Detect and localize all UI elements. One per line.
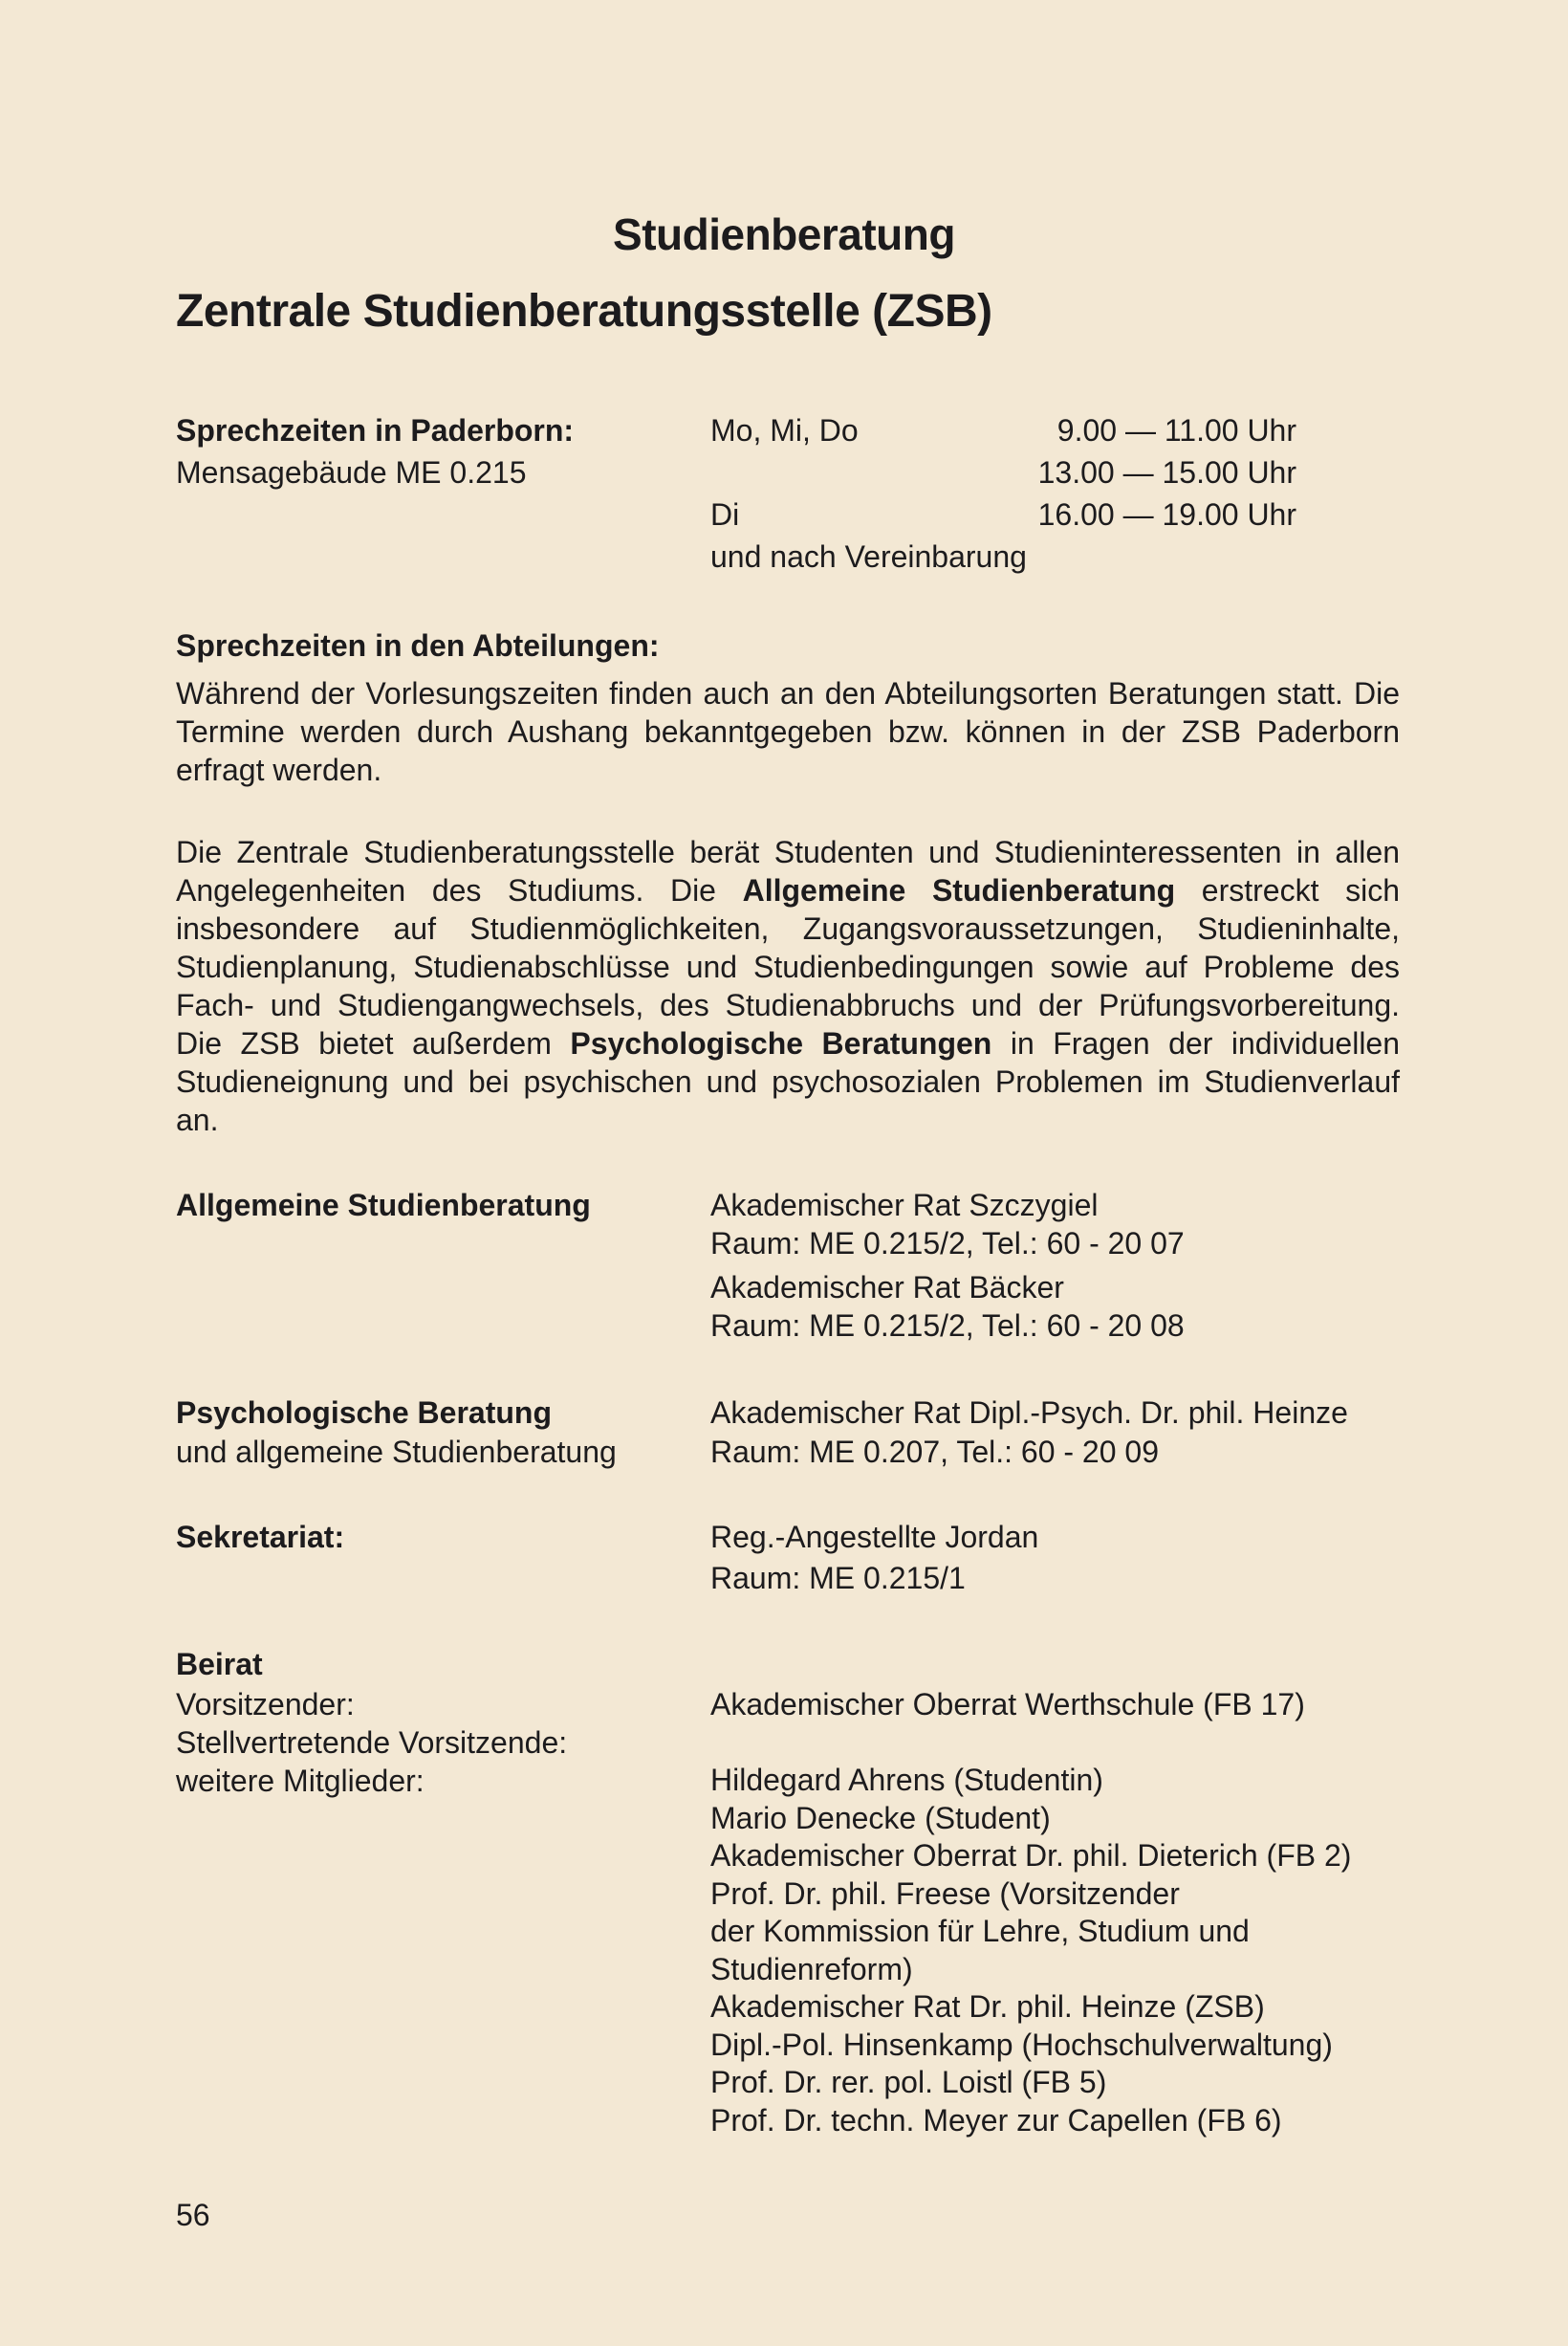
description-part-1: Die Zentrale Studienberatungsstelle berät Studenten und Studieninteressenten in allen Angelegenheiten des Studiums. Die xyxy=(176,835,1400,908)
board-chair-label: Vorsitzender: xyxy=(176,1687,355,1721)
secretariat-label: Sekretariat: xyxy=(176,1520,345,1554)
board-member: Prof. Dr. phil. Freese (Vorsitzender xyxy=(710,1875,1180,1911)
board-member: Dipl.-Pol. Hinsenkamp (Hochschulverwaltung) xyxy=(710,2027,1333,2062)
description-part-3: in Fragen der individuellen Studieneignung und bei psychischen und psychosozialen Problemen im Studienverlauf an. xyxy=(176,1026,1401,1137)
general-advice-person-1: Akademischer Rat Szczygiel xyxy=(710,1188,1099,1222)
board-member: Hildegard Ahrens (Studentin) xyxy=(710,1763,1103,1797)
general-advice-label: Allgemeine Studienberatung xyxy=(176,1188,591,1222)
board-member: Prof. Dr. techn. Meyer zur Capellen (FB 6) xyxy=(710,2102,1282,2138)
description-bold-1: Allgemeine Studienberatung xyxy=(742,873,1176,908)
description-part-2: erstreckt sich insbesondere auf Studienmöglichkeiten, Zugangsvoraussetzungen, Studieninhalte, Studienplanung, Studienabschlüsse und Studienbedingungen sowie auf Probleme des Fach- und Studiengangwechsels, des Studienabbruchs und der Prüfungsvorbereitung. Die ZSB bietet außerdem xyxy=(176,873,1401,1061)
psych-advice-person: Akademischer Rat Dipl.-Psych. Dr. phil. Heinze xyxy=(710,1395,1348,1430)
board-member: der Kommission für Lehre, Studium und xyxy=(710,1914,1250,1948)
office-hours-note: und nach Vereinbarung xyxy=(710,539,1027,574)
secretariat-person: Reg.-Angestellte Jordan xyxy=(710,1520,1039,1554)
board-members-list xyxy=(710,1762,1351,2139)
board-member: Mario Denecke (Student) xyxy=(710,1800,1051,1835)
office-time-2: 13.00 — 15.00 Uhr xyxy=(1037,455,1296,490)
description-bold-2: Psychologische Beratungen xyxy=(570,1026,992,1061)
board-member: Prof. Dr. rer. pol. Loistl (FB 5) xyxy=(710,2065,1107,2099)
board-member: Akademischer Oberrat Dr. phil. Dieterich (FB 2) xyxy=(710,1838,1352,1873)
office-location: Mensagebäude ME 0.215 xyxy=(176,455,527,490)
secretariat-room: Raum: ME 0.215/1 xyxy=(710,1561,966,1595)
board-label: Beirat xyxy=(176,1647,263,1681)
departments-label: Sprechzeiten in den Abteilungen: xyxy=(176,628,660,663)
general-advice-room-2: Raum: ME 0.215/2, Tel.: 60 - 20 08 xyxy=(710,1308,1185,1343)
page-subheading: Zentrale Studienberatungsstelle (ZSB) xyxy=(176,286,992,337)
general-advice-room-1: Raum: ME 0.215/2, Tel.: 60 - 20 07 xyxy=(710,1226,1185,1261)
description-paragraph xyxy=(176,833,1400,1139)
office-time-3: 16.00 — 19.00 Uhr xyxy=(1037,497,1296,532)
board-member: Akademischer Rat Dr. phil. Heinze (ZSB) xyxy=(710,1989,1265,2024)
office-time-1: 9.00 — 11.00 Uhr xyxy=(1056,413,1296,448)
page-heading: Studienberatung xyxy=(613,209,955,259)
psych-advice-label: Psychologische Beratung xyxy=(176,1395,552,1430)
board-deputy-label: Stellvertretende Vorsitzende: xyxy=(176,1725,568,1760)
general-advice-person-2: Akademischer Rat Bäcker xyxy=(710,1270,1064,1305)
office-days-1: Mo, Mi, Do xyxy=(710,413,859,448)
board-members-label: weitere Mitglieder: xyxy=(176,1764,425,1798)
psych-advice-sublabel: und allgemeine Studienberatung xyxy=(176,1435,617,1469)
psych-advice-room: Raum: ME 0.207, Tel.: 60 - 20 09 xyxy=(710,1435,1159,1469)
page-number: 56 xyxy=(176,2198,210,2232)
board-chair: Akademischer Oberrat Werthschule (FB 17) xyxy=(710,1687,1305,1721)
board-member: Studienreform) xyxy=(710,1951,913,1986)
office-days-2: Di xyxy=(710,497,740,532)
office-hours-label: Sprechzeiten in Paderborn: xyxy=(176,413,575,448)
departments-text: Während der Vorlesungszeiten finden auch an den Abteilungsorten Beratungen statt. Die Termine werden durch Aushang bekanntgegeben bzw. können in der ZSB Paderborn erfragt werden. xyxy=(176,676,1400,787)
